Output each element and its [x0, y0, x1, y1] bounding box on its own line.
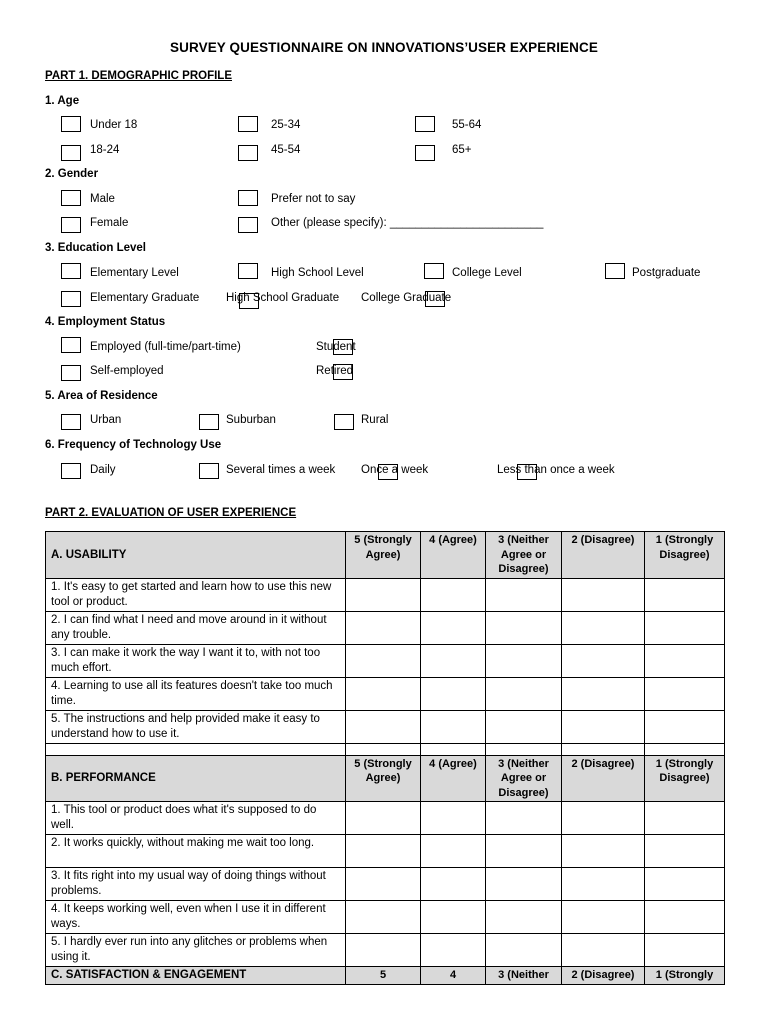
question-employment: 4. Employment Status	[45, 316, 166, 328]
rating-cell[interactable]	[421, 611, 486, 644]
rating-cell[interactable]	[421, 644, 486, 677]
checkbox-edu-elementary-level[interactable]	[61, 263, 81, 279]
rating-cell[interactable]	[421, 934, 486, 967]
checkbox-tech-daily[interactable]	[61, 463, 81, 479]
checkbox-emp-employed[interactable]	[61, 337, 81, 353]
table-row	[46, 802, 725, 835]
option-label: Student	[316, 341, 356, 353]
table-row	[46, 644, 725, 677]
option-label: Elementary Level	[90, 267, 179, 279]
checkbox-gender-other[interactable]	[238, 217, 258, 233]
checkbox-age-25-34[interactable]	[238, 116, 258, 132]
question-tech-frequency: 6. Frequency of Technology Use	[45, 439, 222, 451]
scale-header: 4 (Agree)	[421, 755, 486, 802]
option-label: 65+	[452, 144, 472, 156]
option-label: Female	[90, 217, 129, 229]
scale-header: 3 (Neither Agree or Disagree)	[486, 532, 562, 579]
rating-cell[interactable]	[562, 901, 645, 934]
rating-cell[interactable]	[486, 901, 562, 934]
checkbox-res-rural[interactable]	[334, 414, 354, 430]
option-label: Retired	[316, 365, 354, 377]
checkbox-res-suburban[interactable]	[199, 414, 219, 430]
rating-cell[interactable]	[645, 611, 725, 644]
rating-cell[interactable]	[421, 835, 486, 868]
rating-cell[interactable]	[486, 835, 562, 868]
rating-cell[interactable]	[346, 802, 421, 835]
rating-cell[interactable]	[486, 934, 562, 967]
checkbox-gender-male[interactable]	[61, 190, 81, 206]
scale-header: 1 (Strongly	[645, 967, 725, 985]
rating-cell[interactable]	[562, 802, 645, 835]
rating-cell[interactable]	[486, 611, 562, 644]
checkbox-edu-college-level[interactable]	[424, 263, 444, 279]
option-label: High School Graduate	[226, 292, 340, 304]
item-text: 1. It's easy to get started and learn how to use this new tool or product.	[46, 578, 346, 611]
option-label: 25-34	[271, 119, 301, 131]
question-gender: 2. Gender	[45, 168, 99, 180]
rating-cell[interactable]	[645, 710, 725, 743]
rating-cell[interactable]	[486, 802, 562, 835]
option-label: College Level	[452, 267, 522, 279]
table-row	[46, 835, 725, 868]
rating-cell[interactable]	[645, 835, 725, 868]
rating-cell[interactable]	[486, 868, 562, 901]
section-title: A. USABILITY	[46, 532, 346, 579]
checkbox-age-under-18[interactable]	[61, 116, 81, 132]
rating-cell[interactable]	[486, 644, 562, 677]
survey-title: SURVEY QUESTIONNAIRE ON INNOVATIONS’USER EXPERIENCE	[170, 40, 598, 55]
checkbox-emp-self-employed[interactable]	[61, 365, 81, 381]
option-label: Postgraduate	[632, 267, 701, 279]
table-row	[46, 578, 725, 611]
scale-header: 4	[421, 967, 486, 985]
scale-header: 1 (Strongly Disagree)	[645, 532, 725, 579]
rating-cell[interactable]	[346, 578, 421, 611]
question-age: 1. Age	[45, 95, 80, 107]
checkbox-age-55-64[interactable]	[415, 116, 435, 132]
table-row	[46, 611, 725, 644]
table-row	[46, 901, 725, 934]
option-label: Urban	[90, 414, 122, 426]
option-label: Several times a week	[226, 464, 336, 476]
table-row	[46, 710, 725, 743]
option-label: College Graduate	[361, 292, 452, 304]
scale-header: 1 (Strongly Disagree)	[645, 755, 725, 802]
rating-cell[interactable]	[562, 835, 645, 868]
option-label: Daily	[90, 464, 116, 476]
section-header-usability	[46, 532, 725, 579]
item-text: 4. Learning to use all its features doesn't take too much time.	[46, 677, 346, 710]
option-label: Rural	[361, 414, 389, 426]
rating-cell[interactable]	[645, 934, 725, 967]
item-text: 3. I can make it work the way I want it to, with not too much effort.	[46, 644, 346, 677]
part1-heading: PART 1. DEMOGRAPHIC PROFILE	[45, 70, 232, 82]
checkbox-res-urban[interactable]	[61, 414, 81, 430]
table-row	[46, 677, 725, 710]
scale-header: 4 (Agree)	[421, 532, 486, 579]
scale-header: 5 (Strongly Agree)	[346, 755, 421, 802]
rating-cell[interactable]	[421, 868, 486, 901]
rating-cell[interactable]	[421, 802, 486, 835]
rating-cell[interactable]	[645, 644, 725, 677]
section-header-satisfaction	[46, 967, 725, 985]
option-label: High School Level	[271, 267, 364, 279]
option-label: Employed (full-time/part-time)	[90, 341, 241, 353]
checkbox-edu-postgraduate[interactable]	[605, 263, 625, 279]
rating-cell[interactable]	[346, 644, 421, 677]
option-label: Less than once a week	[497, 464, 615, 476]
item-text: 5. The instructions and help provided make it easy to understand how to use it.	[46, 710, 346, 743]
rating-cell[interactable]	[486, 578, 562, 611]
item-text: 5. I hardly ever run into any glitches or problems when using it.	[46, 934, 346, 967]
rating-cell[interactable]	[645, 802, 725, 835]
item-text: 3. It fits right into my usual way of doing things without problems.	[46, 868, 346, 901]
rating-cell[interactable]	[645, 868, 725, 901]
table-row	[46, 868, 725, 901]
rating-cell[interactable]	[421, 677, 486, 710]
section-header-performance	[46, 755, 725, 802]
option-label: Self-employed	[90, 365, 164, 377]
rating-cell[interactable]	[421, 710, 486, 743]
checkbox-gender-female[interactable]	[61, 217, 81, 233]
option-label: Once a week	[361, 464, 429, 476]
rating-cell[interactable]	[562, 868, 645, 901]
section-title: C. SATISFACTION & ENGAGEMENT	[46, 967, 346, 985]
scale-header: 2 (Disagree)	[562, 755, 645, 802]
scale-header: 3 (Neither Agree or Disagree)	[486, 755, 562, 802]
rating-cell[interactable]	[346, 835, 421, 868]
checkbox-gender-prefer-not[interactable]	[238, 190, 258, 206]
item-text: 1. This tool or product does what it's supposed to do well.	[46, 802, 346, 835]
scale-header: 5 (Strongly Agree)	[346, 532, 421, 579]
rating-cell[interactable]	[645, 901, 725, 934]
rating-cell[interactable]	[562, 710, 645, 743]
checkbox-edu-elementary-graduate[interactable]	[61, 291, 81, 307]
option-label: Suburban	[226, 414, 276, 426]
item-text: 2. It works quickly, without making me wait too long.	[46, 835, 346, 868]
question-residence: 5. Area of Residence	[45, 390, 158, 402]
checkbox-age-18-24[interactable]	[61, 145, 81, 161]
option-label: 55-64	[452, 119, 482, 131]
rating-cell[interactable]	[346, 677, 421, 710]
item-text: 4. It keeps working well, even when I use it in different ways.	[46, 901, 346, 934]
part2-heading: PART 2. EVALUATION OF USER EXPERIENCE	[45, 507, 297, 519]
checkbox-age-65-plus[interactable]	[415, 145, 435, 161]
rating-cell[interactable]	[346, 868, 421, 901]
spacer-row	[46, 743, 725, 755]
table-row	[46, 934, 725, 967]
checkbox-edu-high-school-level[interactable]	[238, 263, 258, 279]
option-label: Elementary Graduate	[90, 292, 200, 304]
scale-header: 5	[346, 967, 421, 985]
rating-cell[interactable]	[421, 901, 486, 934]
question-education: 3. Education Level	[45, 242, 146, 254]
option-label: 45-54	[271, 144, 301, 156]
section-title: B. PERFORMANCE	[46, 755, 346, 802]
rating-cell[interactable]	[562, 934, 645, 967]
option-label: 18-24	[90, 144, 120, 156]
option-label: Male	[90, 193, 115, 205]
rating-cell[interactable]	[346, 710, 421, 743]
scale-header: 2 (Disagree)	[562, 532, 645, 579]
scale-header: 3 (Neither	[486, 967, 562, 985]
rating-cell[interactable]	[486, 710, 562, 743]
rating-cell[interactable]	[346, 611, 421, 644]
rating-cell[interactable]	[645, 677, 725, 710]
rating-cell[interactable]	[645, 578, 725, 611]
option-label: Prefer not to say	[271, 193, 356, 205]
rating-cell[interactable]	[562, 611, 645, 644]
rating-cell[interactable]	[346, 934, 421, 967]
rating-cell[interactable]	[562, 644, 645, 677]
evaluation-table	[45, 531, 725, 985]
scale-header: 2 (Disagree)	[562, 967, 645, 985]
rating-cell[interactable]	[562, 578, 645, 611]
item-text: 2. I can find what I need and move around in it without any trouble.	[46, 611, 346, 644]
option-label-other[interactable]: Other (please specify): ________________________	[271, 217, 544, 229]
rating-cell[interactable]	[346, 901, 421, 934]
checkbox-tech-several-week[interactable]	[199, 463, 219, 479]
option-label: Under 18	[90, 119, 138, 131]
checkbox-age-45-54[interactable]	[238, 145, 258, 161]
rating-cell[interactable]	[421, 578, 486, 611]
rating-cell[interactable]	[562, 677, 645, 710]
rating-cell[interactable]	[486, 677, 562, 710]
